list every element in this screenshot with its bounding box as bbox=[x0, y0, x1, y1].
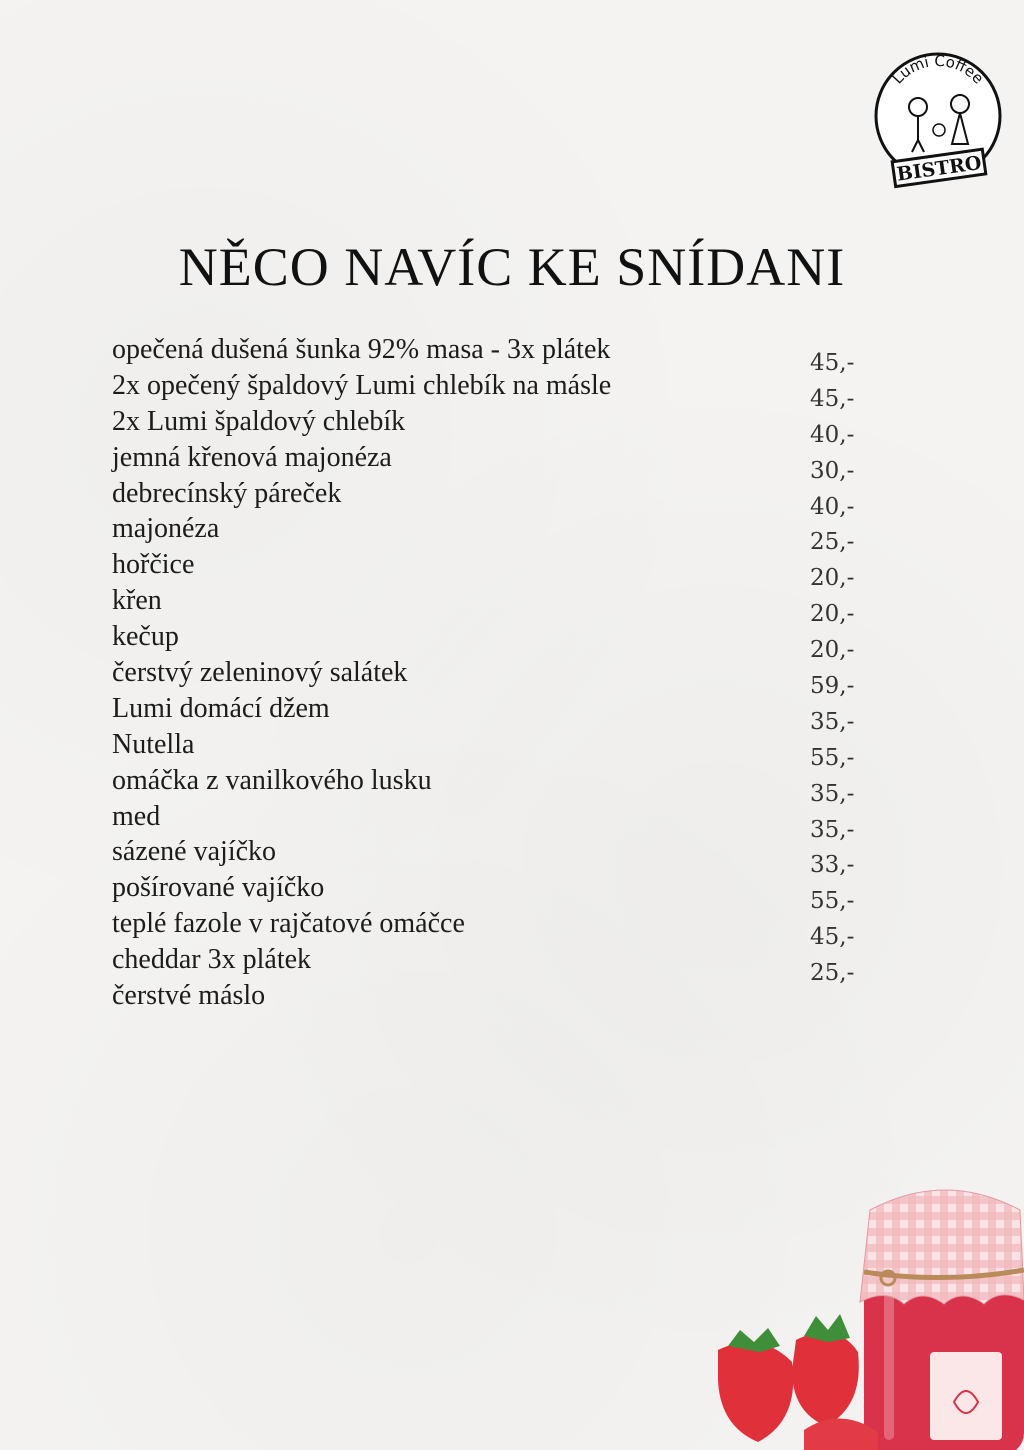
menu-item-name: debrecínský páreček bbox=[112, 477, 342, 509]
menu-item-name: 2x Lumi špaldový chlebík bbox=[112, 405, 406, 437]
menu-item-name: křen bbox=[112, 585, 162, 617]
menu-item-price: 35,- bbox=[810, 708, 855, 735]
menu-item bbox=[112, 585, 872, 628]
menu-item-price: 33,- bbox=[810, 852, 855, 879]
lumi-coffee-bistro-logo bbox=[868, 52, 1008, 192]
menu-item-price: 25,- bbox=[810, 529, 855, 556]
menu-item-price: 20,- bbox=[810, 565, 855, 592]
menu-item bbox=[112, 621, 872, 664]
menu-item bbox=[112, 477, 872, 520]
menu-item-name: Lumi domácí džem bbox=[112, 692, 330, 724]
menu-item-name: kečup bbox=[112, 621, 179, 653]
menu-item bbox=[112, 369, 872, 412]
menu-item bbox=[112, 764, 872, 807]
menu-item-name: čerstvý zeleninový salátek bbox=[112, 657, 408, 689]
menu-item-price: 25,- bbox=[810, 960, 855, 987]
jar-cloth-cover bbox=[860, 1190, 1024, 1304]
menu-item bbox=[112, 549, 872, 592]
menu-item-name: 2x opečený špaldový Lumi chlebík na másle bbox=[112, 369, 612, 401]
menu-item bbox=[112, 657, 872, 700]
logo-top-text: Lumi Coffee bbox=[888, 52, 988, 88]
menu-item bbox=[112, 944, 872, 987]
menu-item-name: jemná křenová majonéza bbox=[112, 441, 392, 473]
menu-item bbox=[112, 334, 872, 376]
menu-item-price: 20,- bbox=[810, 601, 855, 628]
menu-item-price: 45,- bbox=[810, 385, 855, 412]
menu-item-name: cheddar 3x plátek bbox=[112, 944, 312, 976]
menu-item-price: 55,- bbox=[810, 888, 855, 915]
menu-item-price: 59,- bbox=[810, 673, 855, 700]
menu-item-name: čerstvé máslo bbox=[112, 980, 266, 1012]
menu-item bbox=[112, 513, 872, 556]
menu-item-price: 35,- bbox=[810, 780, 855, 807]
jar-label bbox=[930, 1352, 1002, 1440]
menu-item-name: sázené vajíčko bbox=[112, 836, 277, 868]
menu-item-price: 40,- bbox=[810, 421, 855, 448]
menu-item-name: med bbox=[112, 800, 161, 832]
menu-item bbox=[112, 692, 872, 735]
menu-item-name: Nutella bbox=[112, 728, 195, 760]
menu-item-price: 55,- bbox=[810, 744, 855, 771]
menu-item bbox=[112, 872, 872, 915]
menu-item-name: pošírované vajíčko bbox=[112, 872, 325, 904]
menu-item bbox=[112, 405, 872, 448]
menu-item-price: 35,- bbox=[810, 816, 855, 843]
menu-item-price: 40,- bbox=[810, 493, 855, 520]
menu-item bbox=[112, 836, 872, 879]
strawberry-icon bbox=[792, 1314, 859, 1426]
page-title: NĚCO NAVÍC KE SNÍDANI bbox=[178, 237, 846, 297]
menu-item bbox=[112, 980, 872, 1016]
menu-item bbox=[112, 728, 872, 771]
menu-item bbox=[112, 800, 872, 843]
menu-item-name: omáčka z vanilkového lusku bbox=[112, 764, 432, 796]
menu-item bbox=[112, 441, 872, 484]
jam-jar-strawberries-illustration bbox=[700, 1180, 1024, 1450]
menu-item-name: majonéza bbox=[112, 513, 220, 545]
menu-item-price: 45,- bbox=[810, 350, 855, 376]
strawberry-icon bbox=[718, 1328, 793, 1442]
menu-item-price: 20,- bbox=[810, 637, 855, 664]
menu-item-name: teplé fazole v rajčatové omáčce bbox=[112, 908, 465, 940]
menu-item bbox=[112, 908, 872, 951]
menu-item-price: 45,- bbox=[810, 924, 855, 951]
menu-item-name: hořčice bbox=[112, 549, 195, 581]
logo-stamp-text: BISTRO bbox=[895, 152, 983, 186]
menu-list bbox=[112, 334, 872, 1016]
menu-item-name: opečená dušená šunka 92% masa - 3x plátek bbox=[112, 334, 611, 365]
menu-item-price: 30,- bbox=[810, 457, 855, 484]
